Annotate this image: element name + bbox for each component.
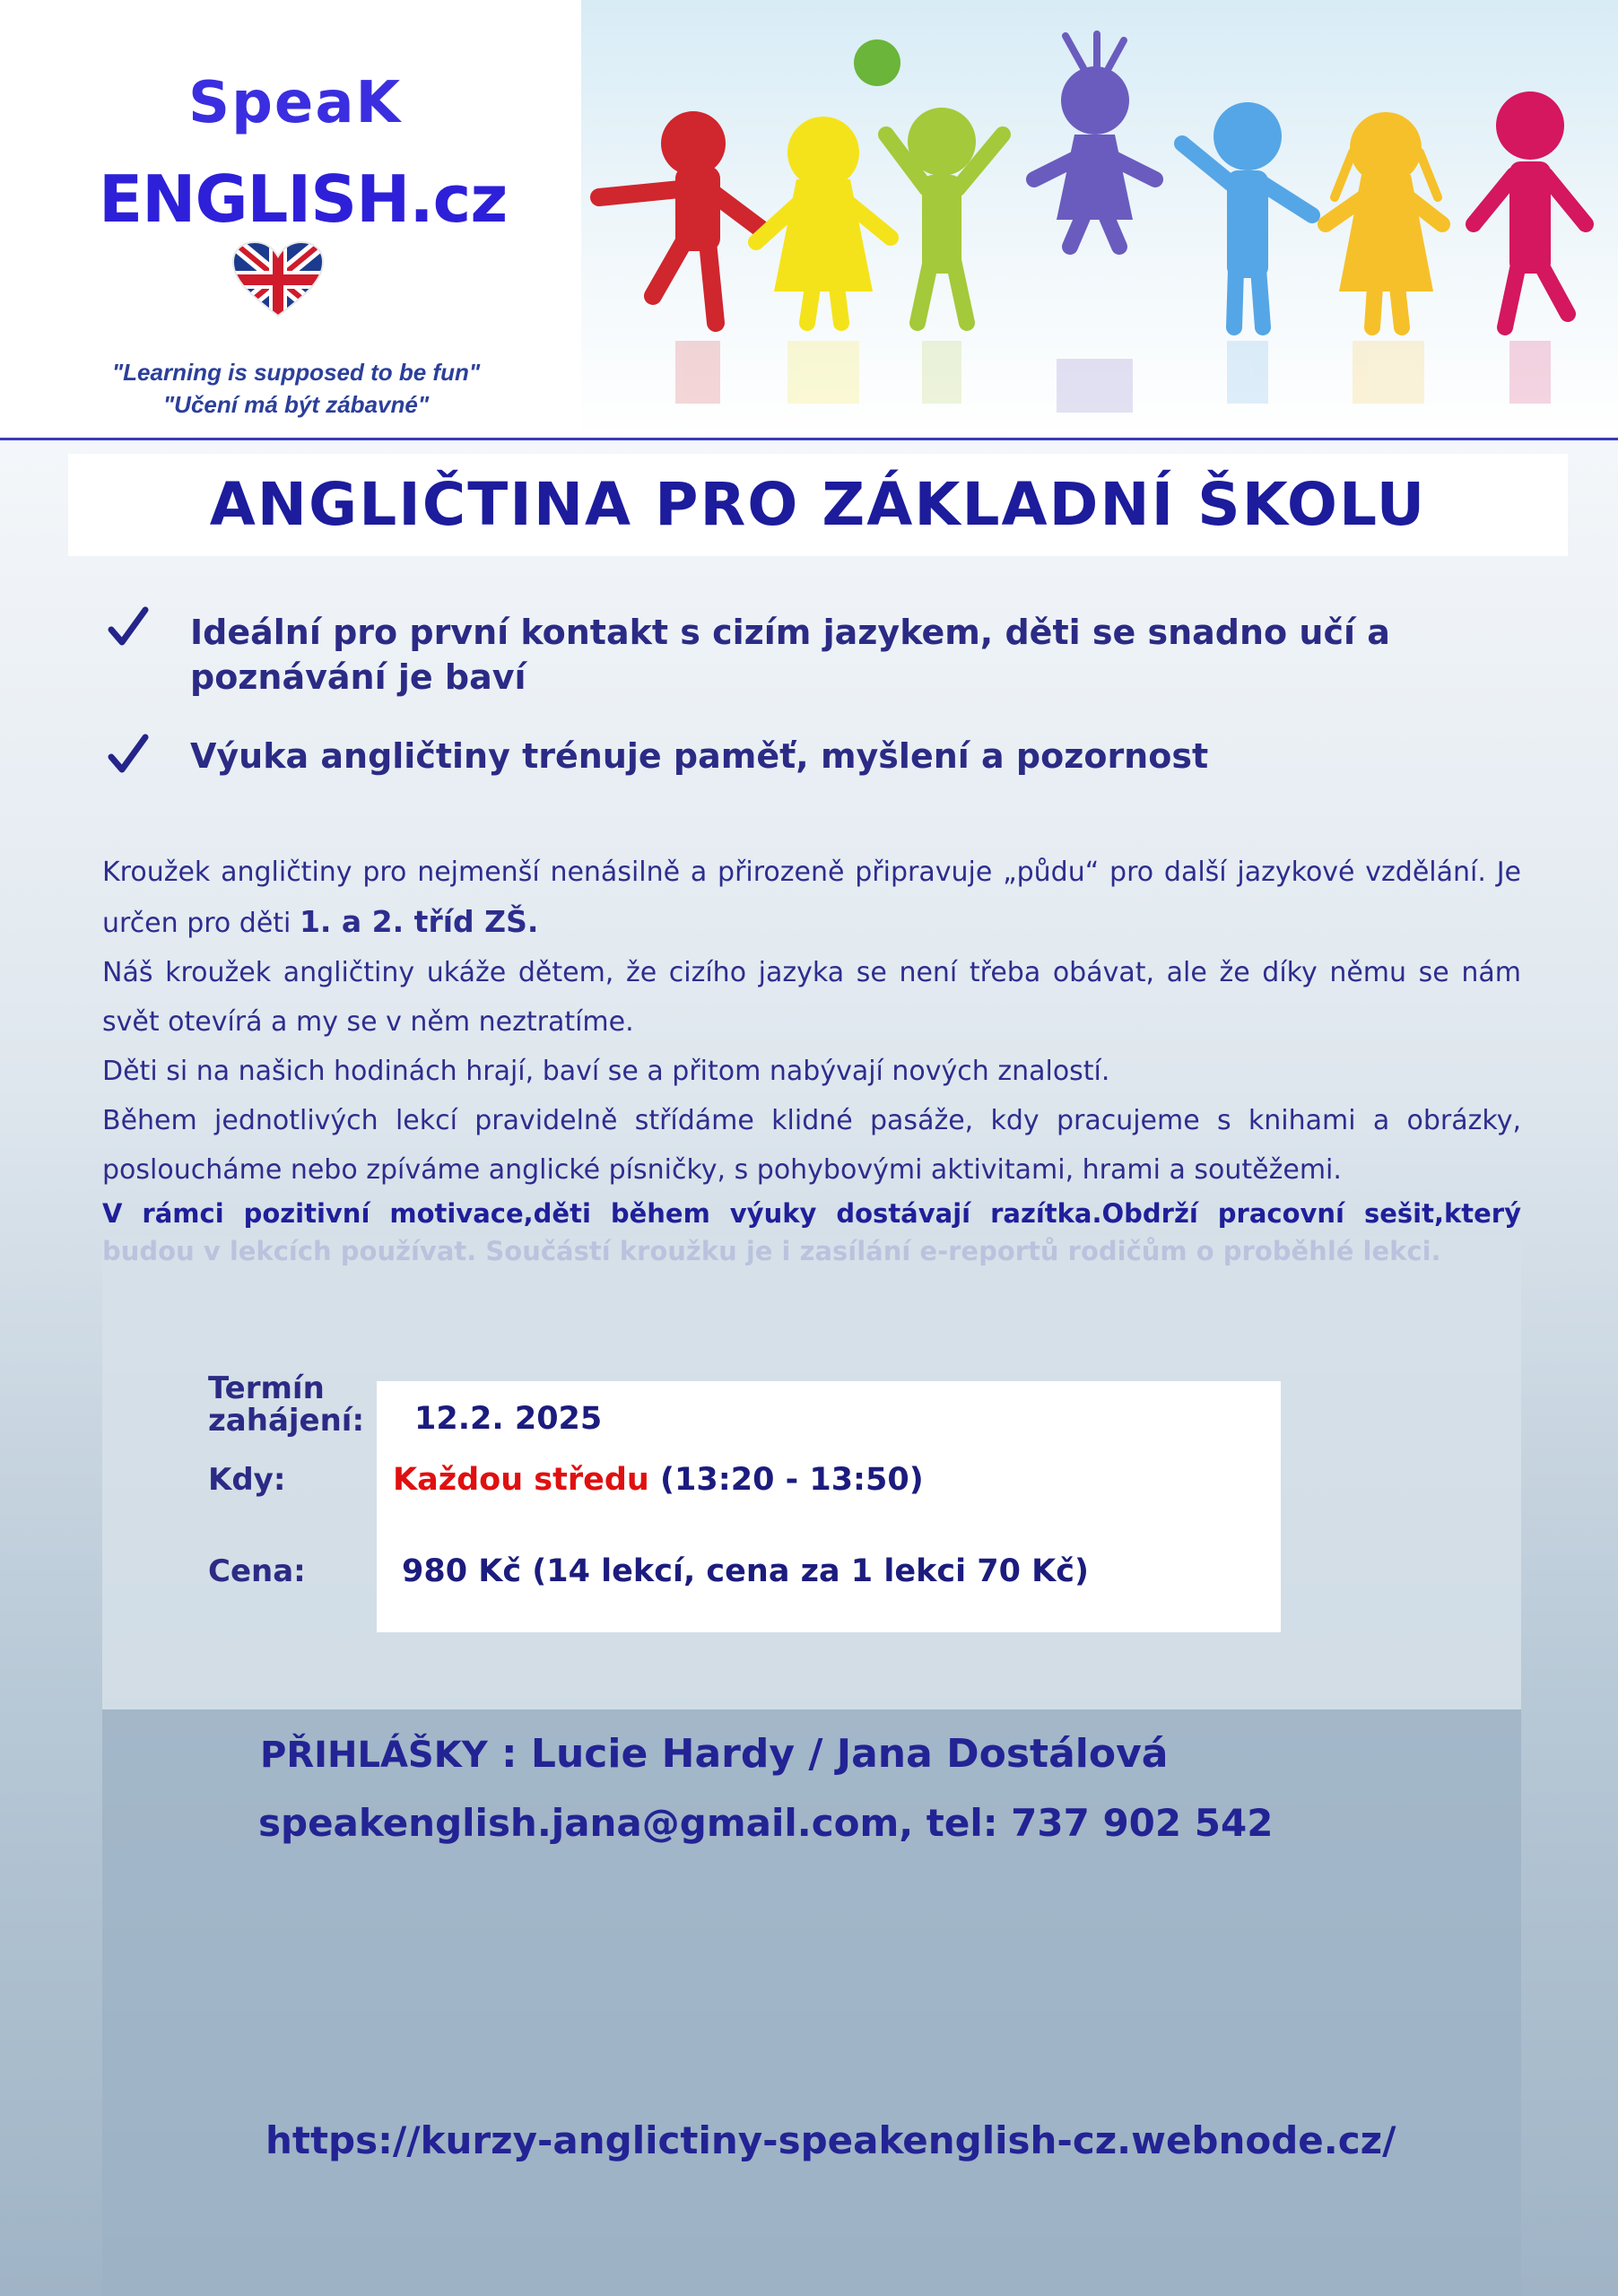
website-link[interactable]: https://kurzy-anglictiny-speakenglish-cz.webnode.cz/ (265, 2118, 1396, 2162)
paragraph-text: Kroužek angličtiny pro nejmenší nenásilně a přirozeně připravuje „půdu“ pro další jazykové vzdělání. Je určen pro děti (102, 857, 1521, 939)
weekday-highlight: Každou středu (393, 1462, 649, 1498)
start-date-label (208, 1372, 364, 1437)
checkmark-icon (106, 734, 151, 778)
checkmark-icon (106, 606, 151, 651)
price-value: 980 Kč (14 lekcí, cena za 1 lekci 70 Kč) (402, 1553, 1090, 1589)
contact-panel (102, 1709, 1521, 2296)
bullet-item: Výuka angličtiny trénuje paměť, myšlení a pozornost (190, 736, 1209, 776)
when-label: Kdy: (208, 1462, 286, 1498)
time-range: (13:20 - 13:50) (648, 1462, 924, 1498)
paragraph: V rámci pozitivní motivace,děti během výuky dostávají razítka.Obdrží pracovní sešit,který (102, 1198, 1521, 1229)
start-date-label-line1: Termín (208, 1370, 325, 1406)
page-title: ANGLIČTINA PRO ZÁKLADNÍ ŠKOLU (209, 470, 1427, 539)
signup-label: PŘIHLÁŠKY (260, 1735, 488, 1776)
signup-line (260, 1731, 1168, 1777)
signup-names: : Lucie Hardy / Jana Dostálová (487, 1731, 1169, 1777)
when-value (393, 1462, 924, 1498)
logo-english-text: ENGLISH.cz (99, 161, 508, 237)
ball-icon (854, 39, 900, 86)
slogan-english: "Learning is supposed to be fun" (111, 359, 481, 386)
contact-info[interactable]: speakenglish.jana@gmail.com, tel: 737 902 542 (258, 1801, 1274, 1845)
price-label: Cena: (208, 1553, 306, 1589)
paragraph: Během jednotlivých lekcí pravidelně střídáme klidné pasáže, kdy pracujeme s knihami a obrázky, posloucháme nebo zpíváme anglické písničky, s pohybovými aktivitami, hrami a soutěžemi. (102, 1105, 1521, 1186)
slogan-czech: "Učení má být zábavné" (162, 391, 430, 418)
paragraph: Náš kroužek angličtiny ukáže dětem, že cizího jazyka se není třeba obávat, ale že díky němu se nám svět otevírá a my se v něm neztratíme. (102, 957, 1521, 1038)
paragraph: Děti si na našich hodinách hrají, baví se a přitom nabývají nových znalostí. (102, 1056, 1110, 1087)
children-figures-illustration (581, 0, 1618, 438)
header-divider (0, 438, 1618, 440)
description (102, 848, 1521, 1270)
grade-highlight: 1. a 2. tříd ZŠ. (299, 904, 539, 939)
paragraph (102, 848, 1521, 948)
logo-speak-text: SpeaK (188, 70, 403, 136)
uk-flag-heart-icon (231, 240, 325, 317)
start-date-label-line2: zahájení: (208, 1403, 365, 1439)
start-date-value: 12.2. 2025 (414, 1401, 603, 1437)
bullet-item: Ideální pro první kontakt s cizím jazykem, děti se snadno učí a poznávání je baví (190, 613, 1390, 697)
